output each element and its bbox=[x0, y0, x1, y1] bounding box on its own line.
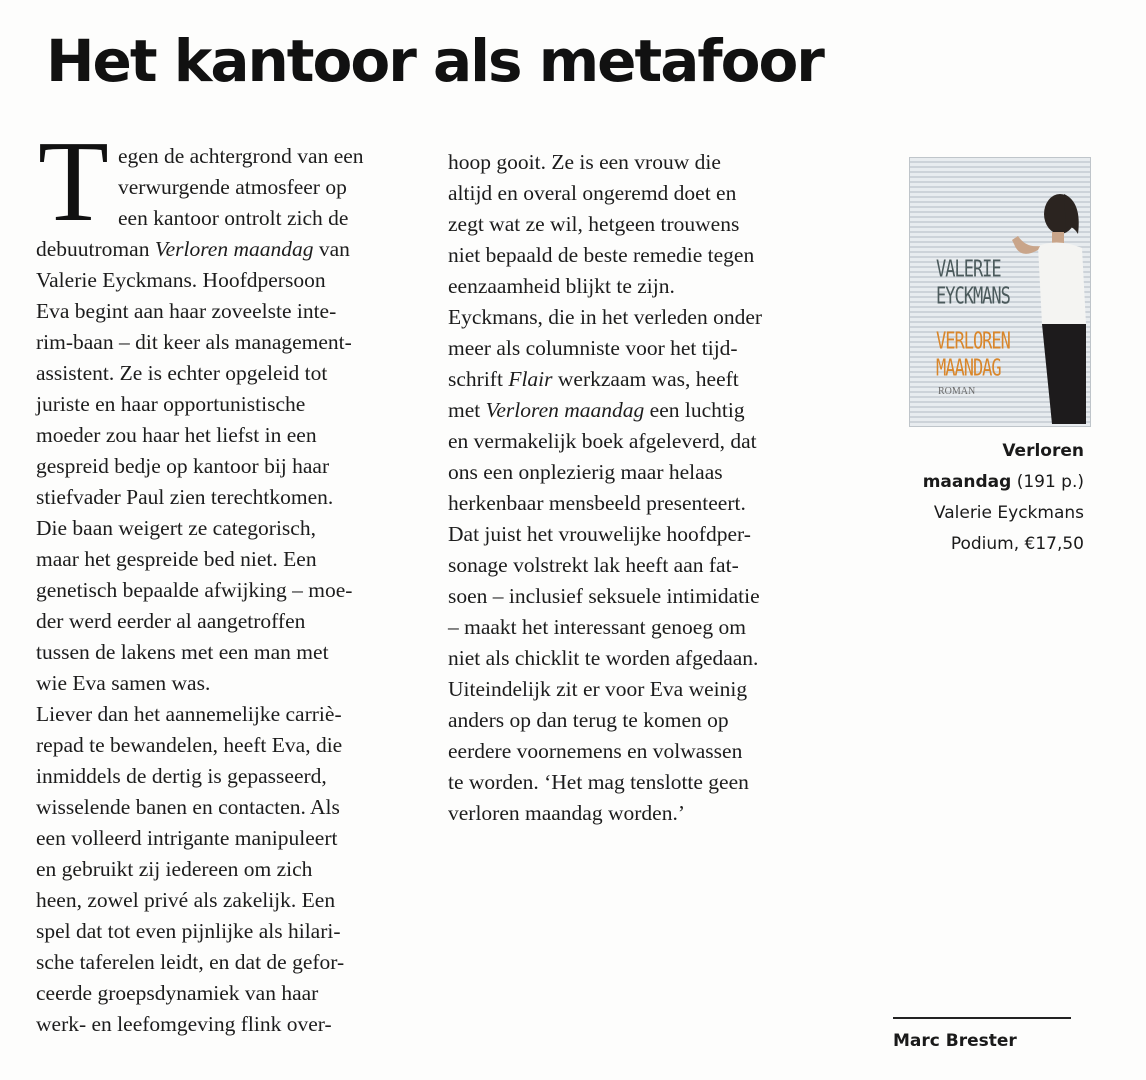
article-line: sche taferelen leidt, en dat de gefor- bbox=[36, 950, 345, 974]
article-line: Eva begint aan haar zoveelste inte- bbox=[36, 299, 337, 323]
cover-title: VERLOREN MAANDAG bbox=[936, 328, 1010, 382]
article-line: sonage volstrekt lak heeft aan fat- bbox=[448, 553, 739, 577]
article-line: ceerde groepsdynamiek van haar bbox=[36, 981, 319, 1005]
article-line: spel dat tot even pijnlijke als hilari- bbox=[36, 919, 341, 943]
article-line: verwurgende atmosfeer op bbox=[118, 175, 347, 199]
article-line: Dat juist het vrouwelijke hoofdper- bbox=[448, 522, 751, 546]
article-line: eerdere voornemens en volwassen bbox=[448, 739, 743, 763]
article-line: maar het gespreide bed niet. Een bbox=[36, 547, 317, 571]
book-publisher-price: Podium, €17,50 bbox=[950, 534, 1084, 554]
drop-cap: T bbox=[38, 118, 109, 246]
article-line: niet als chicklit te worden afgedaan. bbox=[448, 646, 759, 670]
article-line: werk- en leefomgeving flink over- bbox=[36, 1012, 332, 1036]
book-info bbox=[844, 436, 1084, 560]
article-line: heen, zowel privé als zakelijk. Een bbox=[36, 888, 336, 912]
article-line: niet bepaald de beste remedie tegen bbox=[448, 243, 755, 267]
article-line: Liever dan het aannemelijke carriè- bbox=[36, 702, 342, 726]
article-line: Uiteindelijk zit er voor Eva weinig bbox=[448, 677, 748, 701]
article-line: met Verloren maandag een luchtig bbox=[448, 398, 745, 422]
article-line: der werd eerder al aangetroffen bbox=[36, 609, 306, 633]
book-cover bbox=[909, 157, 1091, 427]
cover-subtitle: ROMAN bbox=[938, 386, 976, 397]
article-line: inmiddels de dertig is gepasseerd, bbox=[36, 764, 327, 788]
headline: Het kantoor als metafoor bbox=[46, 27, 823, 95]
article-line: ons een onplezierig maar helaas bbox=[448, 460, 723, 484]
article-line: stiefvader Paul zien terechtkomen. bbox=[36, 485, 334, 509]
article-line: wisselende banen en contacten. Als bbox=[36, 795, 340, 819]
article-column-1 bbox=[36, 141, 436, 1040]
article-line: genetisch bepaalde afwijking – moe- bbox=[36, 578, 353, 602]
book-author: Valerie Eyckmans bbox=[933, 503, 1084, 523]
article-line: schrift Flair werkzaam was, heeft bbox=[448, 367, 739, 391]
article-line: gespreid bedje op kantoor bij haar bbox=[36, 454, 330, 478]
article-line: rim-baan – dit keer als management- bbox=[36, 330, 352, 354]
book-title-line-1: Verloren bbox=[1002, 441, 1084, 461]
article-line: Valerie Eyckmans. Hoofdpersoon bbox=[36, 268, 326, 292]
article-line: zegt wat ze wil, hetgeen trouwens bbox=[448, 212, 740, 236]
woman-figure-icon bbox=[1012, 184, 1086, 424]
article-line: meer als columniste voor het tijd- bbox=[448, 336, 738, 360]
cover-author: VALERIE EYCKMANS bbox=[936, 256, 1010, 310]
article-line: te worden. ‘Het mag tenslotte geen bbox=[448, 770, 749, 794]
article-column-2 bbox=[448, 147, 848, 829]
article-line: repad te bewandelen, heeft Eva, die bbox=[36, 733, 343, 757]
byline-rule bbox=[893, 1017, 1071, 1019]
article-line: en vermakelijk boek afgeleverd, dat bbox=[448, 429, 757, 453]
article-line: assistent. Ze is echter opgeleid tot bbox=[36, 361, 328, 385]
article-line: debuutroman Verloren maandag van bbox=[36, 237, 350, 261]
article-line: Die baan weigert ze categorisch, bbox=[36, 516, 316, 540]
book-title-line-2: maandag (191 p.) bbox=[922, 472, 1084, 492]
article-line: anders op dan terug te komen op bbox=[448, 708, 729, 732]
book-pages: (191 p.) bbox=[1016, 472, 1084, 492]
article-line: tussen de lakens met een man met bbox=[36, 640, 329, 664]
article-line: juriste en haar opportunistische bbox=[36, 392, 306, 416]
article-line: hoop gooit. Ze is een vrouw die bbox=[448, 150, 721, 174]
article-line: egen de achtergrond van een bbox=[118, 144, 364, 168]
article-line: altijd en overal ongeremd doet en bbox=[448, 181, 737, 205]
article-line: Eyckmans, die in het verleden onder bbox=[448, 305, 763, 329]
article-line: soen – inclusief seksuele intimidatie bbox=[448, 584, 760, 608]
article-line: moeder zou haar het liefst in een bbox=[36, 423, 317, 447]
byline: Marc Brester bbox=[893, 1031, 1017, 1051]
article-line: verloren maandag worden.’ bbox=[448, 801, 685, 825]
article-line: eenzaamheid blijkt te zijn. bbox=[448, 274, 675, 298]
article-line: wie Eva samen was. bbox=[36, 671, 211, 695]
article-line: – maakt het interessant genoeg om bbox=[448, 615, 746, 639]
article-line: en gebruikt zij iedereen om zich bbox=[36, 857, 313, 881]
article-line: een kantoor ontrolt zich de bbox=[118, 206, 349, 230]
article-line: een volleerd intrigante manipuleert bbox=[36, 826, 338, 850]
article-line: herkenbaar mensbeeld presenteert. bbox=[448, 491, 746, 515]
